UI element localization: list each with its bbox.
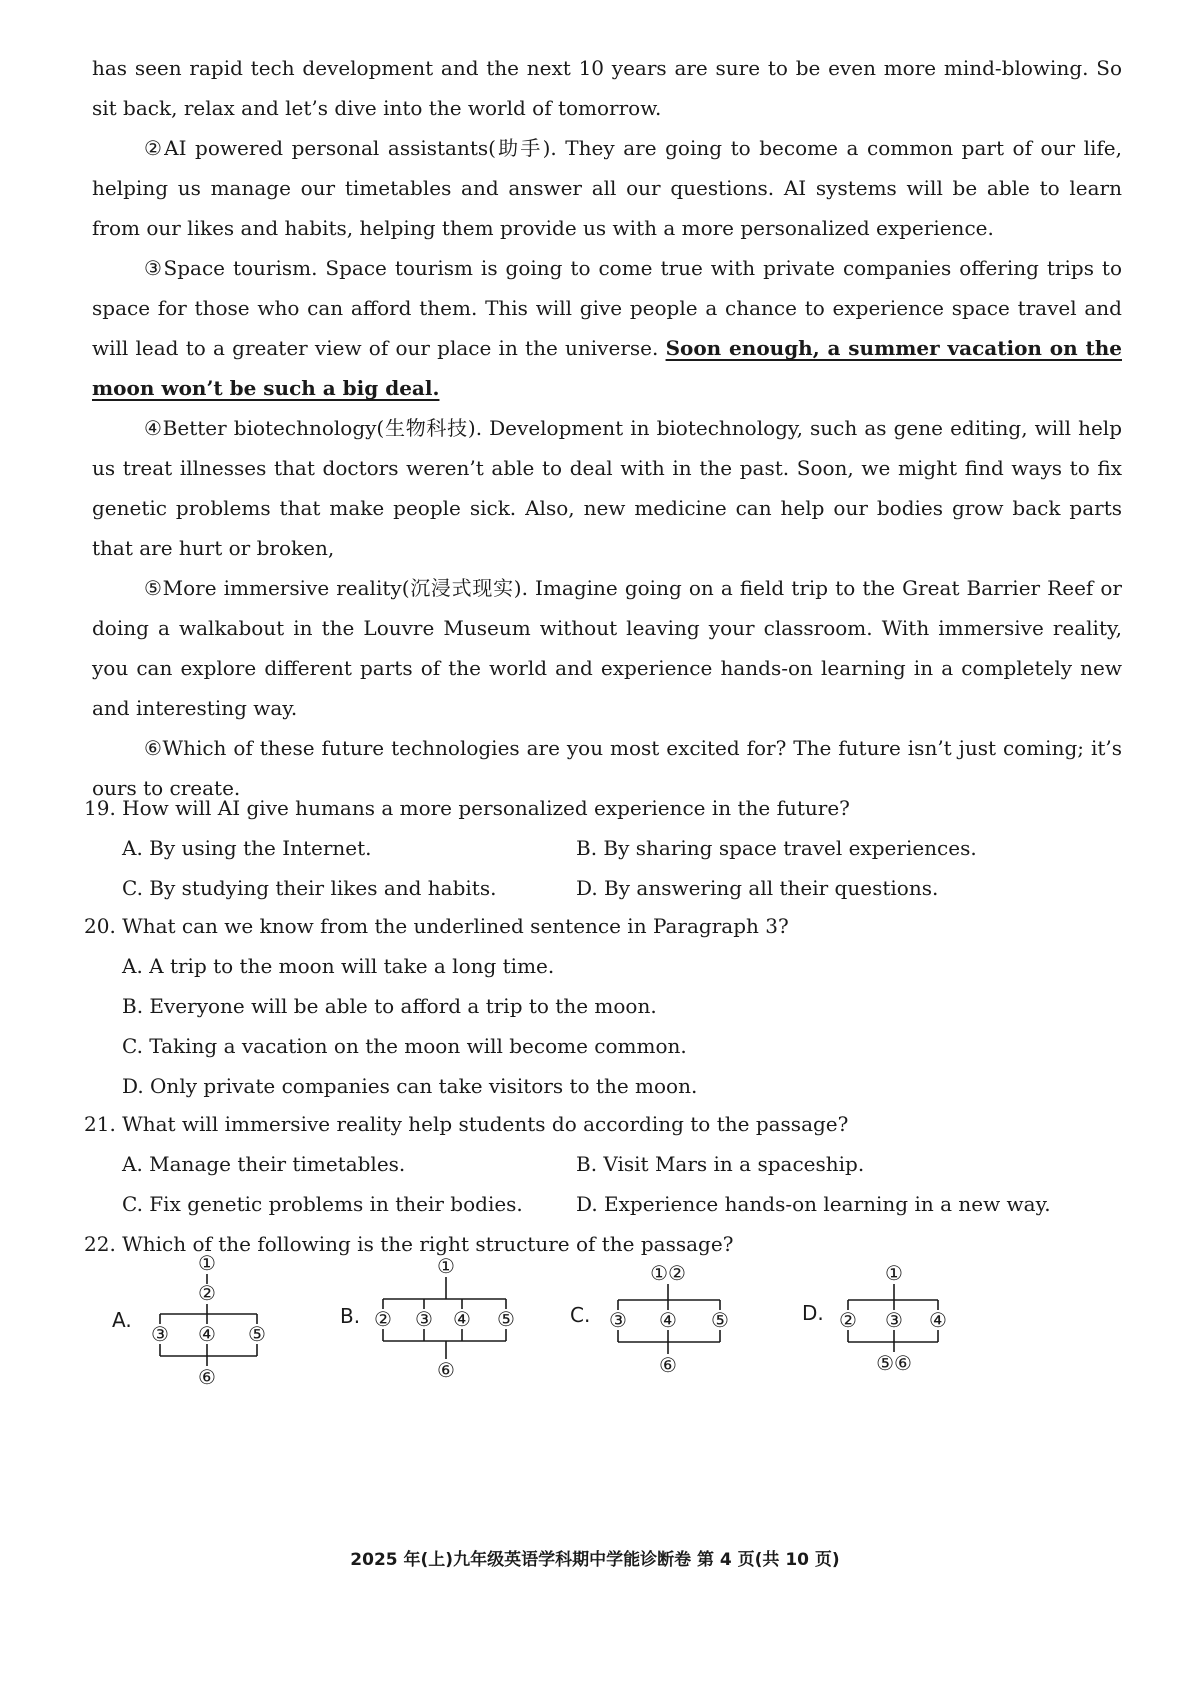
diagram-c-svg [570,1262,750,1412]
question-20-option-a: A. A trip to the moon will take a long time. [122,954,555,978]
question-21-option-c: C. Fix genetic problems in their bodies. [122,1192,523,1216]
question-21-stem: 21. What will immersive reality help students do according to the passage? [84,1112,849,1136]
underlined-sentence: Soon enough, a summer vacation on the moon won’t be such a big deal. [92,336,1122,400]
paragraph-4: ④Better biotechnology(生物科技). Development in biotechnology, such as gene editing, will help us treat illnesses that doctors weren’t able to deal with in the past. Soon, we might find ways to fix genetic problems that make people sick. Also, new medicine can help our bodies grow back parts that are hurt or broken, [92,416,1122,560]
diagram-d-node: ③ [885,1308,903,1332]
paragraph-3-text: ③Space tourism. Space tourism is going to come true with private companies offering trips to space for those who can afford them. This will give people a chance to experience space travel and will lead to a greater view of our place in the universe. [92,256,1122,360]
diagram-a-node: ⑤ [248,1322,266,1346]
diagram-b-node: ⑤ [497,1307,515,1331]
diagram-a-node: ① [198,1252,216,1275]
paragraph-5: ⑤More immersive reality(沉浸式现实). Imagine going on a field trip to the Great Barrier Reef or doing a walkabout in the Louvre Museum without leaving your classroom. With immersive reality, you can explore different parts of the world and experience hands-on learning in a completely new and interesting way. [92,576,1122,720]
diagram-c-node: ④ [659,1308,677,1332]
diagram-a-node: ② [198,1281,216,1305]
diagram-a-node: ③ [151,1322,169,1346]
diagram-b-node: ① [437,1255,455,1278]
paragraph-1-continued: has seen rapid tech development and the next 10 years are sure to be even more mind-blowing. So sit back, relax and let’s dive into the world of tomorrow. [92,56,1122,120]
page-footer: 2025 年(上)九年级英语学科期中学能诊断卷 第 4 页(共 10 页) [350,1550,840,1570]
diagram-b-node: ③ [415,1307,433,1331]
question-19-option-d: D. By answering all their questions. [576,876,939,900]
diagram-b-svg [340,1255,540,1405]
question-21-option-d: D. Experience hands-on learning in a new way. [576,1192,1051,1216]
diagram-a-node: ④ [198,1322,216,1346]
question-19-option-a: A. By using the Internet. [122,836,372,860]
reading-passage [92,48,1122,808]
diagram-d-node: ⑤⑥ [876,1351,912,1375]
diagram-d-svg [802,1262,972,1412]
structure-diagram-a [112,1252,282,1402]
diagram-d-node: ② [839,1308,857,1332]
diagram-d-label: D. [802,1301,824,1325]
question-21-option-b: B. Visit Mars in a spaceship. [576,1152,865,1176]
diagram-c-label: C. [570,1303,591,1327]
diagram-c-node: ①② [650,1262,686,1285]
question-19-stem: 19. How will AI give humans a more personalized experience in the future? [84,796,850,820]
question-19-option-b: B. By sharing space travel experiences. [576,836,977,860]
paragraph-6: ⑥Which of these future technologies are you most excited for? The future isn’t just coming; it’s ours to create. [92,736,1122,800]
question-20-option-c: C. Taking a vacation on the moon will become common. [122,1034,687,1058]
structure-diagram-b [340,1255,540,1405]
diagram-a-label: A. [112,1308,132,1332]
structure-diagram-d [802,1262,972,1412]
diagram-d-node: ④ [929,1308,947,1332]
structure-diagram-c [570,1262,750,1412]
diagram-c-node: ⑤ [711,1308,729,1332]
diagram-b-node: ⑥ [437,1358,455,1382]
diagram-a-svg [112,1252,282,1402]
diagram-b-label: B. [340,1304,361,1328]
question-20-option-b: B. Everyone will be able to afford a trip to the moon. [122,994,657,1018]
diagram-c-node: ③ [609,1308,627,1332]
question-21-option-a: A. Manage their timetables. [122,1152,406,1176]
question-19-option-c: C. By studying their likes and habits. [122,876,497,900]
paragraph-2: ②AI powered personal assistants(助手). They are going to become a common part of our life, helping us manage our timetables and answer all our questions. AI systems will be able to learn from our likes and habits, helping them provide us with a more personalized experience. [92,136,1122,240]
question-20-option-d: D. Only private companies can take visitors to the moon. [122,1074,698,1098]
diagram-c-node: ⑥ [659,1353,677,1377]
paragraph-3 [92,248,1122,408]
diagram-b-node: ④ [453,1307,471,1331]
diagram-a-node: ⑥ [198,1365,216,1389]
question-22-stem: 22. Which of the following is the right structure of the passage? [84,1232,734,1256]
question-20-stem: 20. What can we know from the underlined sentence in Paragraph 3? [84,914,789,938]
diagram-d-node: ① [885,1262,903,1285]
diagram-b-node: ② [374,1307,392,1331]
